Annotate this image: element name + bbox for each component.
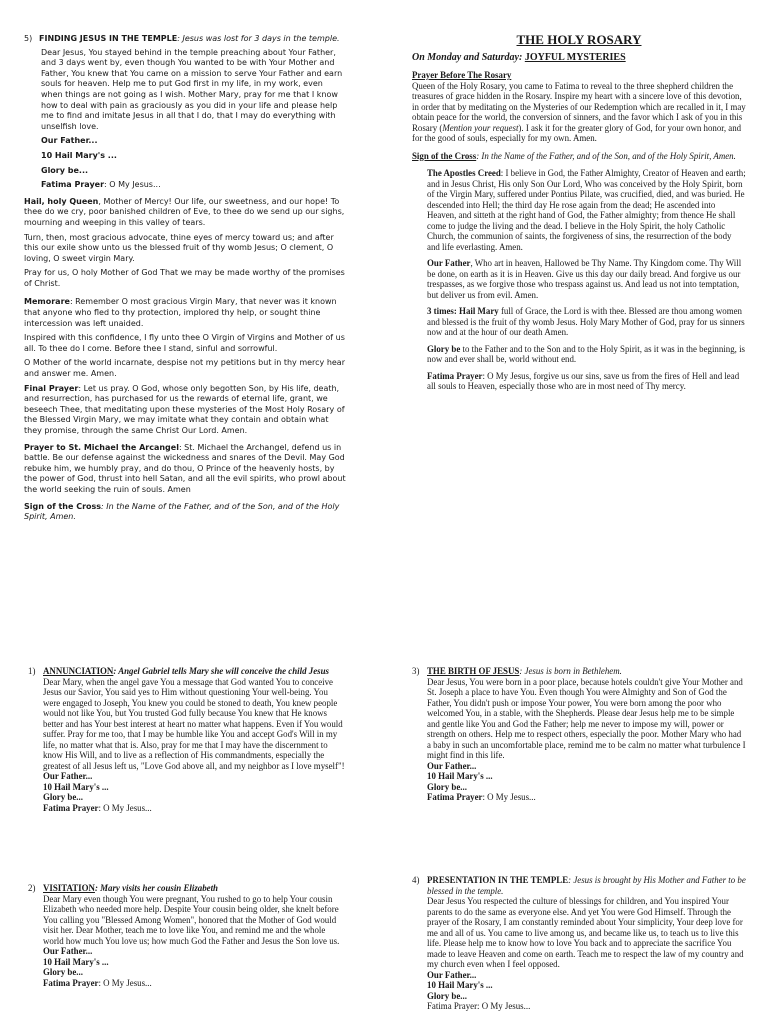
mystery-title: VISITATION xyxy=(43,883,95,893)
hail-marys-line: 10 Hail Mary's ... xyxy=(427,980,493,990)
glory-be-line: Glory be... xyxy=(427,990,467,1001)
glory-be-line: Glory be... xyxy=(427,781,467,792)
hail-marys-line: 10 Hail Mary's ... xyxy=(41,150,117,160)
glory-be-line: Glory be... xyxy=(43,792,83,802)
st-michael-label: Prayer to St. Michael the Arcangel xyxy=(24,442,179,452)
mention-request: Mention your request xyxy=(442,122,519,133)
mystery-4-meditation: Dear Jesus You respected the culture of blessings for children, and You inspired Your parents to do the same as everyone else. And yet You were God Himself. Through the prayer of the Rosary, I am constantly reminded about Your simplicity, Your deep love for me and all of us. You came to live among us, and became like us, to teach us to live this life. Please help me to know how to love You back and to appreciate the sacrifice You made to leave Heaven and come on earth. Teach me to respect the law of my country and my church even when I feel opposed. xyxy=(427,896,744,969)
mystery-subtitle: : Jesus is brought by His Mother and Father to be blessed in the temple. xyxy=(427,875,746,896)
o-mother-paragraph: O Mother of the world incarnate, despise not my petitions but in thy mercy hear and answer me. Amen. xyxy=(24,358,345,379)
sign-of-cross-text: : In the Name of the Father, and of the Son, and of the Holy Spirit, Amen. xyxy=(476,150,736,161)
mystery-subtitle: : Jesus is born in Bethlehem. xyxy=(519,666,622,676)
sign-of-cross-label: Sign of the Cross xyxy=(24,501,102,511)
glory-be-line: Glory be... xyxy=(41,165,89,175)
sign-of-cross-opening xyxy=(412,151,746,162)
mystery-2 xyxy=(28,883,346,988)
our-father-line: Our Father... xyxy=(43,771,93,781)
mystery-4-heading xyxy=(412,875,746,896)
mystery-number: 5) xyxy=(24,34,33,43)
prayer-before-text: Queen of the Holy Rosary, you came to Fatima to reveal to the three shepherd children the treasures of grace hidden in the Rosary. Inspire my heart with a sincere love of this devotion, in order that by meditating on the Mysteries of our Redemption which are recalled in it, I may obtain peace for the world, the conversion of sinners, and the favor which I ask of you in this Rosary (Mention your request). I ask it for the greater glory of God, for your own honor, and for the good of souls, especially for my own. Amen. xyxy=(412,80,746,143)
sign-of-cross-text: : In the Name of the Father, and of the Son, and of the Holy Spirit, Amen. xyxy=(24,501,340,522)
fatima-label: Fatima Prayer xyxy=(427,370,483,381)
mysteries-label: JOYFUL MYSTERIES xyxy=(524,51,626,63)
fatima-label: Fatima Prayer xyxy=(41,180,105,190)
hail-mary-label: 3 times: Hail Mary xyxy=(427,306,499,316)
our-father-line: Our Father... xyxy=(427,760,477,771)
mystery-3-meditation: Dear Jesus, You were born in a poor place, because hotels couldn't give Your Mother and St. Joseph a place to have You. Even though You were Almighty and Son of God the Father, You didn't push or impose Your power, You were born among the poor who welcomed You, in a stable, with the Shepherds. Please dear Jesus help me to be simple and gentle like You and God the Father; help me never to impose my will, power or strength on others. Help me to respect others, especially the poor. Mother Mary who had a baby in such an uncomfortable place, remind me to be calm no matter what turbulence I might find in this life. xyxy=(427,676,746,760)
mystery-number: 2) xyxy=(28,883,36,893)
memorare-label: Memorare xyxy=(24,297,70,307)
our-father-text: , Who art in heaven, Hallowed be Thy Name. Thy Kingdom come. Thy Will be done, on earth as it is in Heaven. Give us this day our daily bread. And forgive us our trespasses, as we forgive those who trespass against us. And lead us not into temptation, but deliver us from evil. Amen. xyxy=(427,258,742,300)
inspired-paragraph: Inspired with this confidence, I fly unto thee O Virgin of Virgins and Mother of us all. To thee do I come. Before thee I stand, sinful and sorrowful. xyxy=(24,333,345,353)
fatima-line-partial: Fatima Prayer: O My Jesus... xyxy=(427,1001,531,1011)
page-title: THE HOLY ROSARY xyxy=(516,32,642,47)
mystery-title: PRESENTATION IN THE TEMPLE xyxy=(427,875,569,885)
mystery-number: 3) xyxy=(412,666,420,676)
sign-of-cross-label: Sign of the Cross xyxy=(412,150,477,161)
glory-be-prayer xyxy=(412,344,746,365)
mystery-1-meditation: Dear Mary, when the angel gave You a message that God wanted You to conceive Jesus our Savior, You said yes to Him without questioning Your well-being. You were engaged to Joseph, You knew you could be stoned to death, You knew people would not like You, but You trusted God fully because You knew that He knows better and has Your best interest at heart no matter what happens. Even if You would suffer. Pray for me too, that I may be humble like You and accept God's Will in my life, no matter what that is. Also, pray for me that I may have the discernment to know His Will, and to live as a reflection of His commandments, especially the greatest of all Jesus left us, "Love God above all, and my neighbor as I love myself"! xyxy=(43,676,345,771)
mystery-subtitle: : Mary visits her cousin Elizabeth xyxy=(94,883,218,893)
mystery-5-meditation: Dear Jesus, You stayed behind in the temple preaching about Your Father, and 3 days went by, even though You wanted to be with Your Mother and Father, You knew that You came on a mission to serve Your Father and earn souls for heaven. Help me to put God first in my life, in my work, even when things are not going as I wish. Mother Mary, pray for me that I know how to deal with pain as graciously as you did in your life and please help me to find and imitate Jesus in all that I do, that I may do everything with unselfish love. xyxy=(41,47,343,131)
final-prayer xyxy=(24,384,346,437)
mystery-2-meditation: Dear Mary even though You were pregnant, You rushed to go to help Your cousin Elizabeth who needed more help. Despite Your cousin being older, she knelt before You calling you "Blessed Among Women", honored that the Mother of God would visit her. Dear Mother, teach me to love like You, and remind me and the whole world how much You love us; how much God the Father and Jesus the Son love us. xyxy=(43,893,340,946)
mystery-1-heading xyxy=(28,666,346,677)
sign-of-cross-closing xyxy=(24,502,346,523)
apostles-creed xyxy=(412,168,746,252)
apostles-creed-label: The Apostles Creed xyxy=(427,168,501,178)
hail-queen-text: , Mother of Mercy! Our life, our sweetness, and our hope! To thee do we cry, poor banished children of Eve, to thee do we send up our sighs, mourning and weeping in this valley of tears. xyxy=(24,196,345,227)
glory-be-label: Glory be xyxy=(427,343,461,354)
prayer-before-label: Prayer Before The Rosary xyxy=(412,70,512,80)
final-prayer-text: : Let us pray. O God, whose only begotten Son, by His life, death, and resurrection, has purchased for us the rewards of eternal life, grant, we beseech Thee, that meditating upon these mysteries of the Most Holy Rosary of the Blessed Virgin Mary, we may imitate what they contain and obtain what they promise, through the same Christ Our Lord. Amen. xyxy=(24,383,345,435)
turn-then-paragraph: Turn, then, most gracious advocate, thine eyes of mercy toward us; and after this our exile show unto us the blessed fruit of thy womb Jesus; O clement, O loving, O sweet virgin Mary. xyxy=(24,232,334,263)
fatima-line: Fatima Prayer: O My Jesus... xyxy=(43,977,152,988)
hail-holy-queen xyxy=(24,197,346,229)
hail-marys-line: 10 Hail Mary's ... xyxy=(427,771,493,781)
mystery-subtitle: : Angel Gabriel tells Mary she will conceive the child Jesus xyxy=(113,666,329,676)
mystery-number: 1) xyxy=(28,666,36,676)
fatima-line: Fatima Prayer: O My Jesus... xyxy=(427,792,536,802)
mystery-subtitle: : Jesus was lost for 3 days in the temple. xyxy=(177,34,340,43)
final-prayer-label: Final Prayer xyxy=(24,383,79,393)
left-top-column xyxy=(24,34,346,527)
our-father-label: Our Father xyxy=(427,258,471,268)
days-label: On Monday and Saturday: xyxy=(412,51,523,63)
fatima-prayer xyxy=(412,371,746,392)
glory-be-line: Glory be... xyxy=(43,967,83,977)
hail-mary-prayer xyxy=(412,306,746,338)
mystery-title: ANNUNCIATION xyxy=(43,666,114,676)
our-father-line: Our Father... xyxy=(41,136,98,146)
our-father-line: Our Father... xyxy=(43,946,93,956)
mystery-2-heading xyxy=(28,883,346,894)
fatima-line: Fatima Prayer: O My Jesus... xyxy=(43,802,152,813)
fatima-line xyxy=(24,180,346,191)
memorare xyxy=(24,297,346,329)
mysteries-heading xyxy=(412,53,746,64)
pray-for-us-paragraph: Pray for us, O holy Mother of God That we may be made worthy of the promises of Christ. xyxy=(24,268,345,288)
apostles-creed-text: : I believe in God, the Father Almighty, Creator of Heaven and earth; and in Jesus Christ, His only Son Our Lord, Who was conceived by the Holy Spirit, born of the Virgin Mary, suffered under Pontius Pilate, was crucified, died, and was buried. He descended into Hell; the third day He rose again from the dead; He ascended into Heaven, and sitteth at the right hand of God, the Father almighty; from thence He shall come to judge the living and the dead. I believe in the Holy Spirit, the holy Catholic Church, the communion of saints, the forgiveness of sins, the resurrection of the body and life everlasting. Amen. xyxy=(427,168,746,252)
right-top-column xyxy=(412,32,746,396)
st-michael-prayer xyxy=(24,443,346,496)
st-michael-text: : St. Michael the Archangel, defend us in battle. Be our defense against the wickedness and snares of the Devil. May God rebuke him, we humbly pray, and do thou, O Prince of the heavenly hosts, by the power of God, thrust into hell Satan, and all the evil spirits, who prowl about the world seeking the ruin of souls. Amen xyxy=(24,442,346,494)
mystery-3-heading xyxy=(412,666,746,677)
mystery-1 xyxy=(28,666,346,813)
hail-marys-line: 10 Hail Mary's ... xyxy=(43,781,109,792)
mystery-4 xyxy=(412,875,746,1024)
mystery-3 xyxy=(412,666,746,803)
our-father-prayer xyxy=(412,258,746,300)
hail-queen-label: Hail, holy Queen xyxy=(24,196,99,206)
fatima-text: : O My Jesus... xyxy=(104,180,161,190)
hail-marys-line: 10 Hail Mary's ... xyxy=(43,956,109,967)
fatima-text: : O My Jesus, forgive us our sins, save us from the fires of Hell and lead all souls to Heaven, especially those who are in most need of Thy mercy. xyxy=(427,370,740,391)
hail-mary-text: full of Grace, the Lord is with thee. Blessed are thou among women and blessed is the fruit of thy womb Jesus. Holy Mary Mother of God, pray for us sinners now and at the hour of our death Amen. xyxy=(427,306,745,337)
mystery-title: THE BIRTH OF JESUS xyxy=(427,666,520,676)
glory-be-text: to the Father and to the Son and to the Holy Spirit, as it was in the beginning, is now and ever shall be, world without end. xyxy=(427,343,745,364)
mystery-title: FINDING JESUS IN THE TEMPLE xyxy=(39,34,178,43)
mystery-5-heading xyxy=(24,34,346,45)
our-father-line: Our Father... xyxy=(427,969,477,980)
memorare-text: : Remember O most gracious Virgin Mary, that never was it known that anyone who fled to thy protection, implored thy help, or sought thine intercession was left unaided. xyxy=(24,297,337,328)
mystery-number: 4) xyxy=(412,875,420,885)
